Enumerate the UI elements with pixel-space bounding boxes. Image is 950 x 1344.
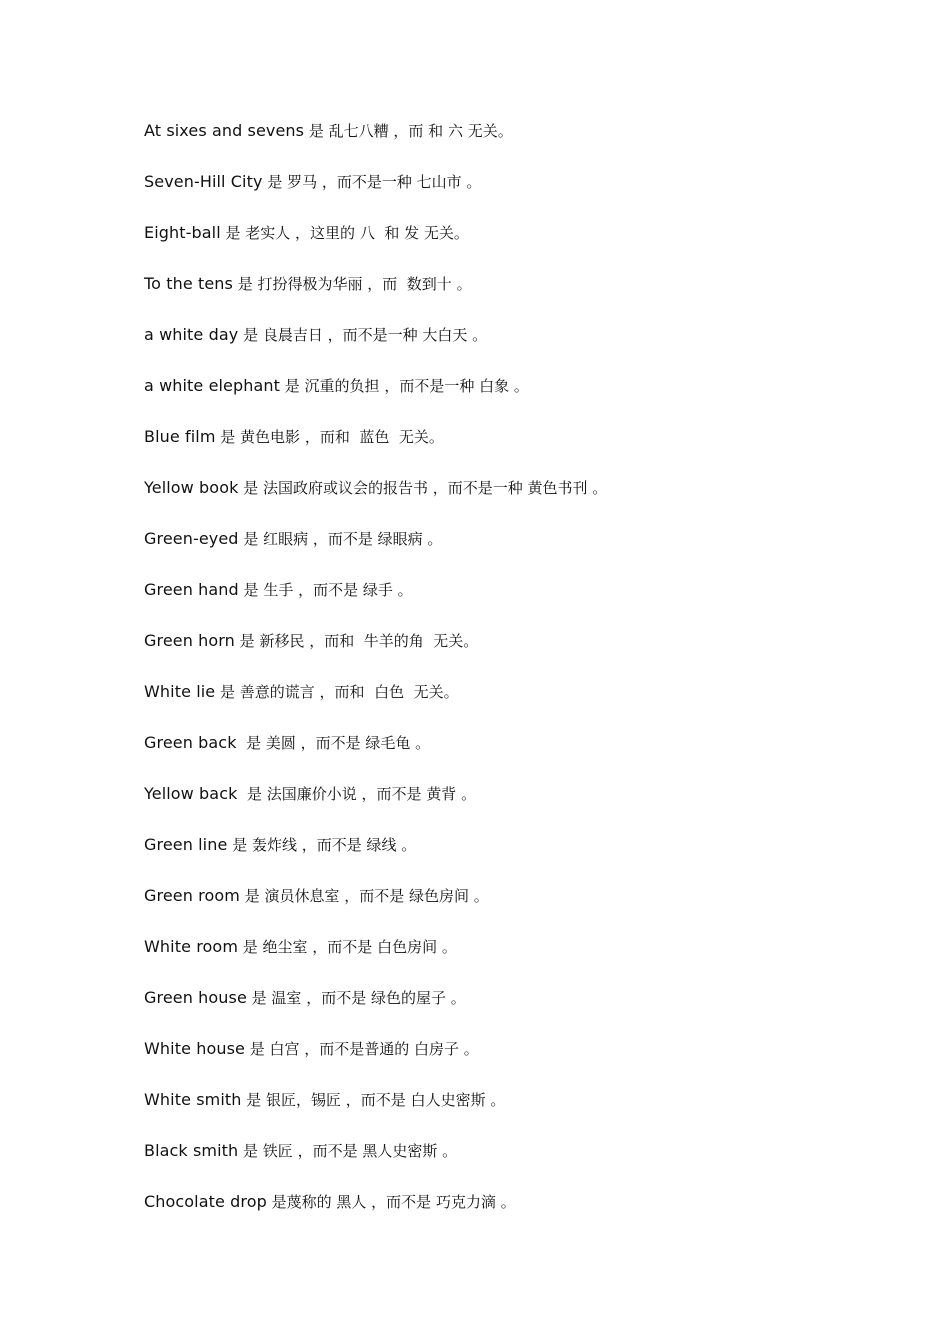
- english-phrase: White smith: [144, 1090, 242, 1109]
- chinese-explanation: 是 老实人 ，这里的 八 和 发 无关。: [220, 224, 469, 242]
- english-phrase: Seven-Hill City: [144, 172, 263, 191]
- english-phrase: a white day: [144, 325, 239, 344]
- entry-line: [144, 323, 904, 374]
- chinese-explanation: 是 轰炸线 ，而不是 绿线 。: [227, 836, 417, 854]
- chinese-explanation: 是 红眼病 ，而不是 绿眼病 。: [238, 530, 443, 548]
- entry-line: [144, 221, 904, 272]
- english-phrase: a white elephant: [144, 376, 281, 395]
- chinese-explanation: 是 黄色电影 ，而和 蓝色 无关。: [215, 428, 444, 446]
- entry-line: [144, 476, 904, 527]
- entry-line: [144, 986, 904, 1037]
- entry-line: [144, 170, 904, 221]
- chinese-explanation: 是 打扮得极为华丽 ，而 数到十 。: [232, 275, 472, 293]
- english-phrase: White house: [144, 1039, 245, 1058]
- chinese-explanation: 是 绝尘室 ，而不是 白色房间 。: [238, 938, 457, 956]
- chinese-explanation: 是 美圆 ，而不是 绿毛龟 。: [236, 734, 431, 752]
- entry-line: [144, 578, 904, 629]
- english-phrase: White room: [144, 937, 238, 956]
- entry-line: [144, 527, 904, 578]
- entry-line: [144, 1190, 904, 1241]
- chinese-explanation: 是 银匠，锡匠 ，而不是 白人史密斯 。: [241, 1091, 506, 1109]
- entry-line: [144, 782, 904, 833]
- entry-line: [144, 629, 904, 680]
- english-phrase: Yellow back: [144, 784, 238, 803]
- chinese-explanation: 是 生手 ，而不是 绿手 。: [238, 581, 413, 599]
- english-phrase: At sixes and sevens: [144, 121, 305, 140]
- entry-line: [144, 119, 904, 170]
- entry-line: [144, 425, 904, 476]
- chinese-explanation: 是 演员休息室 ，而不是 绿色房间 。: [239, 887, 489, 905]
- english-phrase: Green hand: [144, 580, 239, 599]
- english-phrase: To the tens: [144, 274, 233, 293]
- entry-line: [144, 884, 904, 935]
- chinese-explanation: 是 温室 ，而不是 绿色的屋子 。: [246, 989, 466, 1007]
- chinese-explanation: 是 沉重的负担 ，而不是一种 白象 。: [280, 377, 529, 395]
- chinese-explanation: 是 白宫 ，而不是普通的 白房子 。: [244, 1040, 479, 1058]
- chinese-explanation: 是 乱七八糟 ，而 和 六 无关。: [304, 122, 513, 140]
- english-phrase: Green room: [144, 886, 240, 905]
- entry-line: [144, 272, 904, 323]
- entry-line: [144, 1037, 904, 1088]
- chinese-explanation: 是 铁匠 ，而不是 黑人史密斯 。: [238, 1142, 458, 1160]
- entry-line: [144, 935, 904, 986]
- entry-line: [144, 374, 904, 425]
- chinese-explanation: 是 法国政府或议会的报告书 ，而不是一种 黄色书刊 。: [238, 479, 608, 497]
- english-phrase: Eight-ball: [144, 223, 221, 242]
- entry-line: [144, 680, 904, 731]
- english-phrase: Green-eyed: [144, 529, 239, 548]
- english-phrase: White lie: [144, 682, 216, 701]
- chinese-explanation: 是 新移民 ，而和 牛羊的角 无关。: [234, 632, 479, 650]
- chinese-explanation: 是 善意的谎言 ，而和 白色 无关。: [215, 683, 459, 701]
- english-phrase: Chocolate drop: [144, 1192, 267, 1211]
- entry-line: [144, 1139, 904, 1190]
- entry-line: [144, 731, 904, 782]
- english-phrase: Green horn: [144, 631, 235, 650]
- english-phrase: Green line: [144, 835, 228, 854]
- chinese-explanation: 是 法国廉价小说 ，而不是 黄背 。: [237, 785, 477, 803]
- chinese-explanation: 是 良晨吉日 ，而不是一种 大白天 。: [238, 326, 488, 344]
- entry-line: [144, 833, 904, 884]
- english-phrase: Black smith: [144, 1141, 239, 1160]
- document-body: [144, 119, 904, 1241]
- english-phrase: Green house: [144, 988, 247, 1007]
- entry-line: [144, 1088, 904, 1139]
- english-phrase: Green back: [144, 733, 237, 752]
- chinese-explanation: 是 罗马 ，而不是一种 七山市 。: [262, 173, 482, 191]
- chinese-explanation: 是蔑称的 黑人 ，而不是 巧克力滴 。: [266, 1193, 516, 1211]
- english-phrase: Blue film: [144, 427, 216, 446]
- english-phrase: Yellow book: [144, 478, 239, 497]
